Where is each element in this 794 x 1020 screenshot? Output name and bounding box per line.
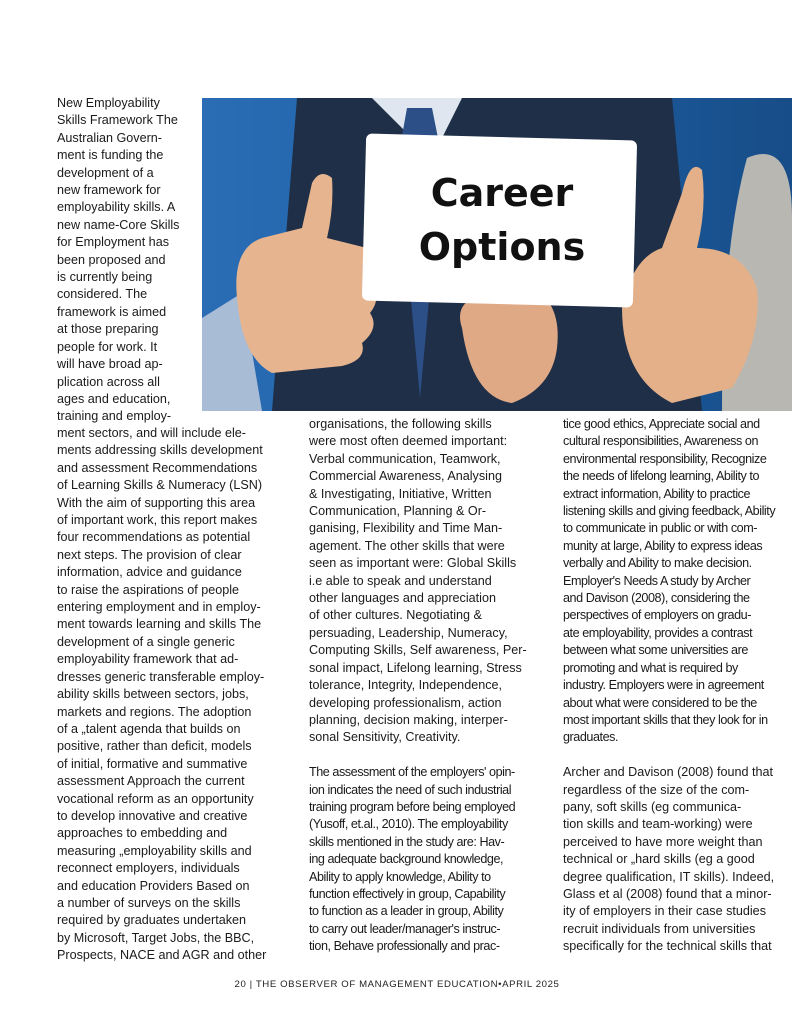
text-line: new name-Core Skills (57, 217, 180, 232)
text-line: positive, rather than deficit, models (57, 739, 252, 754)
text-line: required by graduates undertaken (57, 913, 247, 928)
text-line: promoting and what is required by (563, 660, 738, 675)
text-line: organisations, the following skills (309, 417, 492, 431)
publication-title: THE OBSERVER OF MANAGEMENT EDUCATION•APRIL 2025 (255, 979, 560, 990)
text-line: employability framework that ad- (57, 652, 239, 667)
column-3-text (563, 416, 775, 956)
text-line: training and employ- (57, 409, 172, 424)
paragraph-gap (563, 747, 775, 764)
footer-separator: | (249, 979, 253, 990)
text-line: and assessment Recommendations (57, 460, 258, 475)
text-line: and education Providers Based on (57, 878, 250, 893)
column-2-paragraph-2 (309, 764, 527, 955)
text-line: industry. Employers were in agreement (563, 678, 764, 693)
text-line: ments addressing skills development (57, 443, 263, 458)
text-line: agement. The other skills that were (309, 538, 505, 553)
sign-text-line1: Career (430, 171, 574, 215)
text-line: next steps. The provision of clear (57, 547, 242, 562)
page-number: 20 (234, 979, 247, 990)
text-line: of Learning Skills & Numeracy (LSN) (57, 478, 263, 493)
text-line: to raise the aspirations of people (57, 582, 240, 597)
text-line: of important work, this report makes (57, 513, 258, 528)
text-line: considered. The (57, 287, 148, 302)
text-line: development of a (57, 165, 154, 180)
text-line: pany, soft skills (eg communica- (563, 799, 742, 814)
text-line: technical or „hard skills (eg a good (563, 852, 755, 867)
text-line: cultural responsibilities, Awareness on (563, 434, 759, 449)
text-line: regardless of the size of the com- (563, 782, 750, 797)
text-line: Archer and Davison (2008) found that (563, 765, 774, 780)
text-line: been proposed and (57, 252, 166, 267)
text-line: planning, decision making, interper- (309, 712, 508, 727)
text-line: ment is funding the (57, 148, 164, 163)
text-line: and Davison (2008), considering the (563, 591, 750, 606)
column-2-paragraph-1 (309, 416, 527, 747)
text-line: between what some universities are (563, 643, 748, 658)
column-1-text (57, 425, 266, 965)
text-line: information, advice and guidance (57, 565, 242, 580)
text-line: tolerance, Integrity, Independence, (309, 678, 503, 693)
text-line: Australian Govern- (57, 130, 162, 145)
text-line: (Yusoff, et.al., 2010). The employability (309, 817, 508, 832)
text-line: a number of surveys on the skills (57, 895, 241, 910)
sign-text-line2: Options (418, 225, 586, 269)
photo-illustration (202, 98, 792, 411)
text-line: is currently being (57, 270, 153, 285)
intro-paragraph (57, 95, 179, 426)
text-line: tion skills and team-working) were (563, 817, 753, 832)
text-line: seen as important were: Global Skills (309, 556, 517, 571)
text-line: Commercial Awareness, Analysing (309, 469, 502, 484)
text-line: assessment Approach the current (57, 774, 245, 789)
text-line: listening skills and giving feedback, Ability (563, 504, 776, 519)
text-line: new framework for (57, 183, 161, 198)
text-line: tion, Behave professionally and prac- (309, 939, 500, 954)
text-line: verbally and Ability to make decision. (563, 556, 752, 571)
text-line: ability skills between sectors, jobs, (57, 687, 249, 702)
text-line: most important skills that they look for in (563, 712, 768, 727)
text-line: & Investigating, Initiative, Written (309, 486, 492, 501)
page-footer (0, 979, 794, 990)
text-line: plication across all (57, 374, 160, 389)
text-line: will have broad ap- (57, 357, 163, 372)
text-line: developing professionalism, action (309, 695, 502, 710)
text-line: sonal impact, Lifelong learning, Stress (309, 660, 522, 675)
text-line: of initial, formative and summative (57, 756, 248, 771)
text-line: for Employment has (57, 235, 169, 250)
text-line: measuring „employability skills and (57, 843, 252, 858)
text-line: graduates. (563, 730, 619, 745)
text-line: development of a single generic (57, 634, 235, 649)
text-line: framework is aimed (57, 304, 167, 319)
text-line: vocational reform as an opportunity (57, 791, 254, 806)
text-line: munity at large, Ability to express ideas (563, 538, 763, 553)
text-line: skills mentioned in the study are: Hav- (309, 834, 505, 849)
text-line: function effectively in group, Capability (309, 886, 506, 901)
text-line: sonal Sensitivity, Creativity. (309, 730, 461, 745)
text-line: Computing Skills, Self awareness, Per- (309, 643, 527, 658)
text-line: ganising, Flexibility and Time Man- (309, 521, 503, 536)
text-line: recruit individuals from universities (563, 921, 756, 936)
text-line: persuading, Leadership, Numeracy, (309, 625, 508, 640)
text-line: to carry out leader/manager's instruc- (309, 921, 501, 936)
text-line: entering employment and in employ- (57, 600, 261, 615)
text-line: Communication, Planning & Or- (309, 504, 487, 519)
sign-card (362, 133, 637, 307)
text-line: perspectives of employers on gradu- (563, 608, 751, 623)
text-line: by Microsoft, Target Jobs, the BBC, (57, 930, 255, 945)
text-line: The assessment of the employers' opin- (309, 765, 515, 780)
text-line: the needs of lifelong learning, Ability to (563, 469, 760, 484)
text-line: tice good ethics, Appreciate social and (563, 417, 760, 431)
column-3-paragraph-1 (563, 416, 775, 747)
text-line: With the aim of supporting this area (57, 495, 256, 510)
text-line: training program before being employed (309, 799, 516, 814)
text-line: Glass et al (2008) found that a minor- (563, 886, 772, 901)
text-line: ing adequate background knowledge, (309, 852, 504, 867)
text-line: perceived to have more weight than (563, 834, 763, 849)
text-line: specifically for the technical skills that (563, 939, 772, 954)
text-line: ment sectors, and will include ele- (57, 426, 246, 440)
text-line: i.e able to speak and understand (309, 573, 492, 588)
text-line: extract information, Ability to practice (563, 486, 751, 501)
text-line: reconnect employers, individuals (57, 861, 240, 876)
text-line: at those preparing (57, 322, 159, 337)
text-line: markets and regions. The adoption (57, 704, 252, 719)
text-line: of a „talent agenda that builds on (57, 721, 241, 736)
text-line: people for work. It (57, 339, 158, 354)
text-line: ment towards learning and skills The (57, 617, 262, 632)
text-line: Employer's Needs A study by Archer (563, 573, 751, 588)
text-line: ity of employers in their case studies (563, 904, 766, 919)
text-line: ages and education, (57, 391, 171, 406)
text-line: dresses generic transferable employ- (57, 669, 265, 684)
text-line: approaches to embedding and (57, 826, 228, 841)
text-line: to communicate in public or with com- (563, 521, 758, 536)
text-line: to develop innovative and creative (57, 808, 248, 823)
text-line: four recommendations as potential (57, 530, 251, 545)
text-line: about what were considered to be the (563, 695, 757, 710)
text-line: were most often deemed important: (309, 434, 508, 449)
text-line: environmental responsibility, Recognize (563, 451, 767, 466)
text-line: ion indicates the need of such industrial (309, 782, 512, 797)
text-line: ate employability, provides a contrast (563, 625, 753, 640)
text-line: employability skills. A (57, 200, 176, 215)
text-line: Ability to apply knowledge, Ability to (309, 869, 491, 884)
career-options-photo (202, 98, 792, 411)
text-line: degree qualification, IT skills). Indeed, (563, 869, 775, 884)
paragraph-gap (309, 747, 527, 764)
text-line: New Employability (57, 96, 160, 110)
text-line: Skills Framework The (57, 113, 178, 128)
column-3-paragraph-2 (563, 764, 775, 955)
text-line: other languages and appreciation (309, 591, 496, 606)
text-line: Prospects, NACE and AGR and other (57, 948, 267, 963)
text-line: Verbal communication, Teamwork, (309, 451, 501, 466)
text-line: to function as a leader in group, Ability (309, 904, 504, 919)
column-2-text (309, 416, 527, 956)
text-line: of other cultures. Negotiating & (309, 608, 482, 623)
